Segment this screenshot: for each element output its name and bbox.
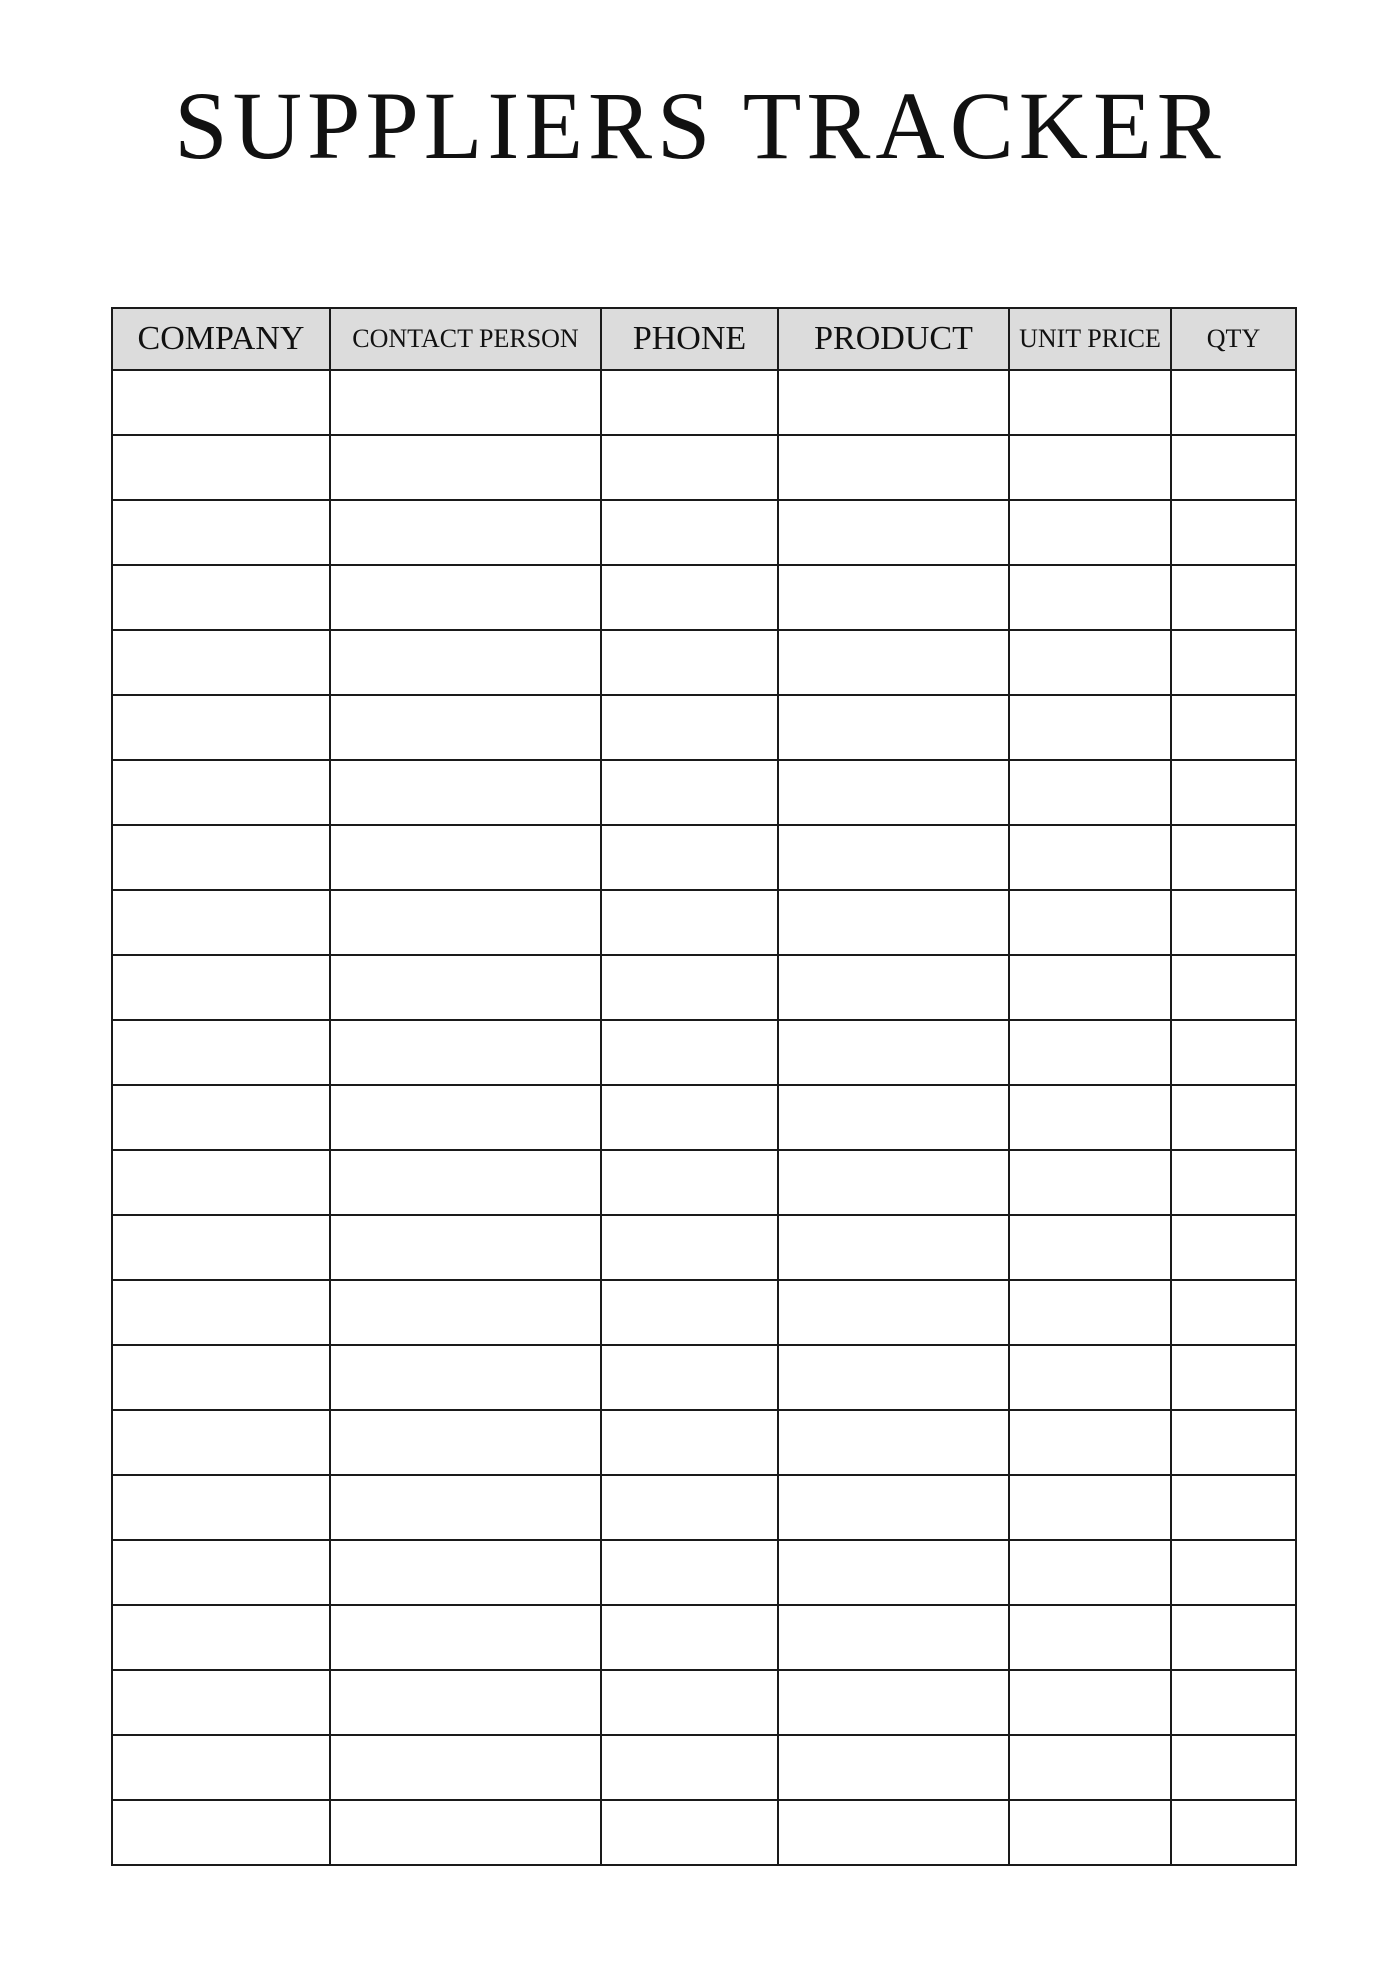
table-cell-qty[interactable] (1171, 1345, 1296, 1410)
table-cell-company[interactable] (112, 825, 330, 890)
table-cell-company[interactable] (112, 955, 330, 1020)
table-cell-company[interactable] (112, 1605, 330, 1670)
table-cell-qty[interactable] (1171, 1150, 1296, 1215)
table-row (112, 1800, 1296, 1865)
table-cell-product[interactable] (778, 1020, 1009, 1085)
table-cell-unit-price[interactable] (1009, 1800, 1171, 1865)
table-row (112, 825, 1296, 890)
table-cell-product[interactable] (778, 890, 1009, 955)
table-cell-product[interactable] (778, 1605, 1009, 1670)
table-cell-contact-person[interactable] (330, 435, 601, 500)
table-cell-company[interactable] (112, 695, 330, 760)
table-cell-contact-person[interactable] (330, 1020, 601, 1085)
table-cell-qty[interactable] (1171, 1410, 1296, 1475)
table-cell-product[interactable] (778, 1215, 1009, 1280)
table-row (112, 1345, 1296, 1410)
table-cell-phone[interactable] (601, 1670, 778, 1735)
table-cell-product[interactable] (778, 1735, 1009, 1800)
table-row (112, 1410, 1296, 1475)
table-cell-product[interactable] (778, 695, 1009, 760)
table-cell-phone[interactable] (601, 825, 778, 890)
table-cell-unit-price[interactable] (1009, 1540, 1171, 1605)
table-cell-unit-price[interactable] (1009, 1085, 1171, 1150)
table-cell-company[interactable] (112, 500, 330, 565)
table-cell-product[interactable] (778, 1800, 1009, 1865)
table-cell-unit-price[interactable] (1009, 890, 1171, 955)
table-row (112, 630, 1296, 695)
table-cell-qty[interactable] (1171, 565, 1296, 630)
table-row (112, 1150, 1296, 1215)
table-cell-unit-price[interactable] (1009, 1475, 1171, 1540)
table-cell-unit-price[interactable] (1009, 1215, 1171, 1280)
table-cell-company[interactable] (112, 1475, 330, 1540)
table-cell-company[interactable] (112, 1410, 330, 1475)
table-cell-phone[interactable] (601, 1280, 778, 1345)
table-cell-unit-price[interactable] (1009, 1605, 1171, 1670)
table-cell-company[interactable] (112, 1085, 330, 1150)
table-cell-contact-person[interactable] (330, 1280, 601, 1345)
table-cell-contact-person[interactable] (330, 1215, 601, 1280)
table-cell-qty[interactable] (1171, 1540, 1296, 1605)
table-cell-phone[interactable] (601, 1800, 778, 1865)
table-cell-unit-price[interactable] (1009, 1280, 1171, 1345)
table-cell-product[interactable] (778, 500, 1009, 565)
table-cell-unit-price[interactable] (1009, 1345, 1171, 1410)
table-cell-unit-price[interactable] (1009, 760, 1171, 825)
table-cell-qty[interactable] (1171, 1605, 1296, 1670)
table-cell-contact-person[interactable] (330, 1150, 601, 1215)
table-cell-contact-person[interactable] (330, 1410, 601, 1475)
table-cell-phone[interactable] (601, 1150, 778, 1215)
table-row (112, 1670, 1296, 1735)
table-cell-qty[interactable] (1171, 500, 1296, 565)
table-cell-qty[interactable] (1171, 435, 1296, 500)
table-cell-product[interactable] (778, 370, 1009, 435)
table-cell-phone[interactable] (601, 760, 778, 825)
table-cell-contact-person[interactable] (330, 695, 601, 760)
table-cell-unit-price[interactable] (1009, 630, 1171, 695)
table-cell-unit-price[interactable] (1009, 1020, 1171, 1085)
table-cell-phone[interactable] (601, 500, 778, 565)
table-cell-qty[interactable] (1171, 1800, 1296, 1865)
table-cell-company[interactable] (112, 565, 330, 630)
table-cell-contact-person[interactable] (330, 370, 601, 435)
table-cell-unit-price[interactable] (1009, 565, 1171, 630)
table-row (112, 435, 1296, 500)
table-cell-qty[interactable] (1171, 1020, 1296, 1085)
table-cell-contact-person[interactable] (330, 1540, 601, 1605)
table-cell-unit-price[interactable] (1009, 1410, 1171, 1475)
table-row (112, 760, 1296, 825)
suppliers-table (111, 307, 1297, 1866)
table-row (112, 1215, 1296, 1280)
table-cell-unit-price[interactable] (1009, 370, 1171, 435)
table-header-row (112, 308, 1296, 370)
table-cell-contact-person[interactable] (330, 760, 601, 825)
table-cell-phone[interactable] (601, 1605, 778, 1670)
table-cell-product[interactable] (778, 1150, 1009, 1215)
table-cell-product[interactable] (778, 955, 1009, 1020)
table-cell-contact-person[interactable] (330, 1670, 601, 1735)
table-cell-product[interactable] (778, 825, 1009, 890)
table-cell-company[interactable] (112, 1800, 330, 1865)
table-cell-company[interactable] (112, 760, 330, 825)
table-cell-company[interactable] (112, 890, 330, 955)
table-body (112, 370, 1296, 1865)
table-cell-product[interactable] (778, 1670, 1009, 1735)
table-cell-phone[interactable] (601, 1475, 778, 1540)
table-cell-contact-person[interactable] (330, 890, 601, 955)
table-cell-contact-person[interactable] (330, 955, 601, 1020)
table-cell-company[interactable] (112, 1345, 330, 1410)
table-cell-qty[interactable] (1171, 1280, 1296, 1345)
table-row (112, 695, 1296, 760)
table-cell-contact-person[interactable] (330, 1085, 601, 1150)
table-cell-contact-person[interactable] (330, 825, 601, 890)
table-cell-qty[interactable] (1171, 1215, 1296, 1280)
table-row (112, 1020, 1296, 1085)
table-cell-phone[interactable] (601, 565, 778, 630)
table-cell-qty[interactable] (1171, 760, 1296, 825)
table-cell-qty[interactable] (1171, 825, 1296, 890)
table-cell-qty[interactable] (1171, 1475, 1296, 1540)
table-row (112, 370, 1296, 435)
page-title: SUPPLIERS TRACKER (174, 72, 1226, 179)
table-cell-company[interactable] (112, 1540, 330, 1605)
table-cell-unit-price[interactable] (1009, 695, 1171, 760)
table-cell-phone[interactable] (601, 1540, 778, 1605)
column-header-phone: PHONE (601, 308, 778, 370)
table-cell-phone[interactable] (601, 370, 778, 435)
table-cell-unit-price[interactable] (1009, 500, 1171, 565)
table-cell-phone[interactable] (601, 1735, 778, 1800)
table-cell-qty[interactable] (1171, 1085, 1296, 1150)
table-cell-product[interactable] (778, 1280, 1009, 1345)
table-cell-contact-person[interactable] (330, 630, 601, 695)
table-cell-qty[interactable] (1171, 1735, 1296, 1800)
table-cell-phone[interactable] (601, 630, 778, 695)
table-cell-unit-price[interactable] (1009, 1670, 1171, 1735)
column-header-contact-person: CONTACT PERSON (330, 308, 601, 370)
table-cell-qty[interactable] (1171, 630, 1296, 695)
table-cell-contact-person[interactable] (330, 1605, 601, 1670)
table-cell-qty[interactable] (1171, 1670, 1296, 1735)
table-cell-unit-price[interactable] (1009, 1150, 1171, 1215)
table-cell-product[interactable] (778, 1085, 1009, 1150)
table-cell-phone[interactable] (601, 1020, 778, 1085)
table-cell-contact-person[interactable] (330, 1475, 601, 1540)
table-row (112, 1280, 1296, 1345)
table-cell-unit-price[interactable] (1009, 825, 1171, 890)
table-cell-company[interactable] (112, 1150, 330, 1215)
table-cell-product[interactable] (778, 1410, 1009, 1475)
table-cell-contact-person[interactable] (330, 1800, 601, 1865)
table-row (112, 1735, 1296, 1800)
table-row (112, 1605, 1296, 1670)
table-cell-qty[interactable] (1171, 890, 1296, 955)
table-cell-product[interactable] (778, 1540, 1009, 1605)
table-cell-company[interactable] (112, 1215, 330, 1280)
table-cell-company[interactable] (112, 1280, 330, 1345)
table-cell-phone[interactable] (601, 955, 778, 1020)
table-cell-phone[interactable] (601, 1410, 778, 1475)
table-cell-qty[interactable] (1171, 695, 1296, 760)
table-cell-phone[interactable] (601, 1345, 778, 1410)
table-cell-product[interactable] (778, 630, 1009, 695)
table-row (112, 890, 1296, 955)
table-cell-company[interactable] (112, 1735, 330, 1800)
table-cell-contact-person[interactable] (330, 565, 601, 630)
table-row (112, 500, 1296, 565)
table-cell-phone[interactable] (601, 435, 778, 500)
table-cell-company[interactable] (112, 1670, 330, 1735)
table-cell-phone[interactable] (601, 890, 778, 955)
table-cell-unit-price[interactable] (1009, 1735, 1171, 1800)
table-cell-phone[interactable] (601, 695, 778, 760)
table-cell-product[interactable] (778, 1475, 1009, 1540)
table-row (112, 955, 1296, 1020)
table-cell-company[interactable] (112, 1020, 330, 1085)
table-cell-phone[interactable] (601, 1085, 778, 1150)
column-header-company: COMPANY (112, 308, 330, 370)
table-cell-qty[interactable] (1171, 370, 1296, 435)
table-cell-company[interactable] (112, 630, 330, 695)
table-cell-unit-price[interactable] (1009, 435, 1171, 500)
table-cell-product[interactable] (778, 565, 1009, 630)
table-cell-product[interactable] (778, 760, 1009, 825)
table-cell-qty[interactable] (1171, 955, 1296, 1020)
table-cell-contact-person[interactable] (330, 1345, 601, 1410)
table-row (112, 1475, 1296, 1540)
table-cell-contact-person[interactable] (330, 500, 601, 565)
table-cell-phone[interactable] (601, 1215, 778, 1280)
column-header-product: PRODUCT (778, 308, 1009, 370)
table-cell-company[interactable] (112, 435, 330, 500)
table-row (112, 1085, 1296, 1150)
table-cell-company[interactable] (112, 370, 330, 435)
table-cell-unit-price[interactable] (1009, 955, 1171, 1020)
column-header-qty: QTY (1171, 308, 1296, 370)
table-cell-product[interactable] (778, 435, 1009, 500)
table-row (112, 565, 1296, 630)
table-cell-product[interactable] (778, 1345, 1009, 1410)
column-header-unit-price: UNIT PRICE (1009, 308, 1171, 370)
table-cell-contact-person[interactable] (330, 1735, 601, 1800)
table-row (112, 1540, 1296, 1605)
